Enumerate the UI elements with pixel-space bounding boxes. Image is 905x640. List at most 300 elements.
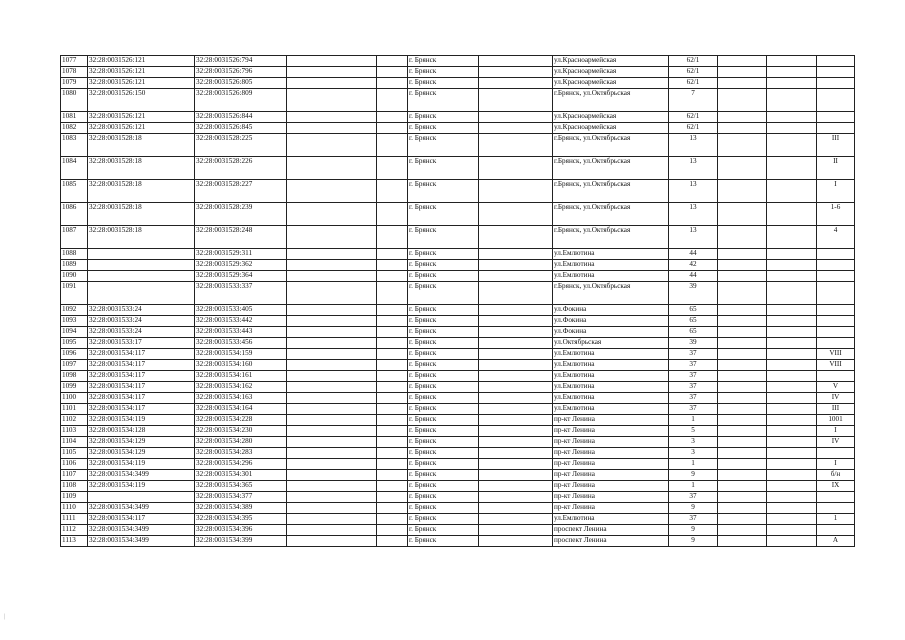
old-cadastral-cell: 32:28:0031528:18 — [88, 203, 195, 226]
table-row — [61, 316, 855, 327]
empty-cell — [767, 112, 817, 123]
empty-cell — [718, 437, 767, 448]
row-number-cell: 1101 — [61, 404, 88, 415]
house-number-cell: 37 — [669, 382, 718, 393]
row-number-cell: 1096 — [61, 349, 88, 360]
row-number-cell: 1079 — [61, 78, 88, 89]
empty-cell — [767, 371, 817, 382]
old-cadastral-cell: 32:28:0031534:117 — [88, 349, 195, 360]
cadastral-number-cell: 32:28:0031534:283 — [195, 448, 287, 459]
street-cell: ул.Емлютина — [553, 349, 669, 360]
empty-cell — [377, 481, 408, 492]
row-number-cell: 1104 — [61, 437, 88, 448]
old-cadastral-cell: 32:28:0031526:121 — [88, 112, 195, 123]
old-cadastral-cell: 32:28:0031534:117 — [88, 360, 195, 371]
unit-number-cell — [817, 338, 855, 349]
old-cadastral-cell — [88, 249, 195, 260]
empty-cell — [287, 349, 377, 360]
table-row — [61, 271, 855, 282]
empty-cell — [767, 470, 817, 481]
street-cell: ул.Красноармейская — [553, 123, 669, 134]
city-cell: г. Брянск — [408, 448, 479, 459]
empty-cell — [479, 282, 553, 305]
empty-cell — [479, 360, 553, 371]
empty-cell — [377, 503, 408, 514]
unit-number-cell — [817, 260, 855, 271]
empty-cell — [377, 226, 408, 249]
empty-cell — [479, 382, 553, 393]
empty-cell — [287, 448, 377, 459]
empty-cell — [767, 78, 817, 89]
old-cadastral-cell: 32:28:0031526:121 — [88, 67, 195, 78]
empty-cell — [377, 112, 408, 123]
old-cadastral-cell — [88, 271, 195, 282]
empty-cell — [377, 203, 408, 226]
table-row — [61, 349, 855, 360]
old-cadastral-cell: 32:28:0031534:3499 — [88, 503, 195, 514]
empty-cell — [718, 226, 767, 249]
empty-cell — [718, 503, 767, 514]
cadastral-number-cell: 32:28:0031534:389 — [195, 503, 287, 514]
street-cell: ул.Красноармейская — [553, 78, 669, 89]
row-number-cell: 1102 — [61, 415, 88, 426]
empty-cell — [377, 56, 408, 67]
row-number-cell: 1103 — [61, 426, 88, 437]
old-cadastral-cell: 32:28:0031534:3499 — [88, 525, 195, 536]
empty-cell — [287, 67, 377, 78]
table-row — [61, 503, 855, 514]
street-cell: ул.Октябрьская — [553, 338, 669, 349]
street-cell: пр-кт Ленина — [553, 426, 669, 437]
table-row — [61, 360, 855, 371]
unit-number-cell — [817, 371, 855, 382]
row-number-cell: 1088 — [61, 249, 88, 260]
street-cell: г.Брянск, ул.Октябрьская — [553, 203, 669, 226]
empty-cell — [718, 56, 767, 67]
empty-cell — [479, 271, 553, 282]
old-cadastral-cell: 32:28:0031534:119 — [88, 415, 195, 426]
empty-cell — [479, 415, 553, 426]
house-number-cell: 1 — [669, 415, 718, 426]
empty-cell — [377, 393, 408, 404]
city-cell: г. Брянск — [408, 382, 479, 393]
empty-cell — [287, 316, 377, 327]
row-number-cell: 1097 — [61, 360, 88, 371]
row-number-cell: 1095 — [61, 338, 88, 349]
table-row — [61, 338, 855, 349]
row-number-cell: 1086 — [61, 203, 88, 226]
house-number-cell: 13 — [669, 157, 718, 180]
row-number-cell: 1112 — [61, 525, 88, 536]
empty-cell — [287, 78, 377, 89]
empty-cell — [287, 123, 377, 134]
house-number-cell: 62/1 — [669, 112, 718, 123]
table-row — [61, 492, 855, 503]
empty-cell — [377, 123, 408, 134]
empty-cell — [767, 349, 817, 360]
cadastral-number-cell: 32:28:0031534:395 — [195, 514, 287, 525]
house-number-cell: 7 — [669, 89, 718, 112]
table-row — [61, 123, 855, 134]
row-number-cell: 1109 — [61, 492, 88, 503]
unit-number-cell: 1-6 — [817, 203, 855, 226]
table-row — [61, 157, 855, 180]
house-number-cell: 62/1 — [669, 123, 718, 134]
empty-cell — [287, 404, 377, 415]
empty-cell — [718, 271, 767, 282]
unit-number-cell: VIII — [817, 360, 855, 371]
house-number-cell: 1 — [669, 459, 718, 470]
row-number-cell: 1100 — [61, 393, 88, 404]
unit-number-cell: III — [817, 134, 855, 157]
unit-number-cell — [817, 78, 855, 89]
old-cadastral-cell: 32:28:0031534:117 — [88, 393, 195, 404]
empty-cell — [479, 226, 553, 249]
house-number-cell: 62/1 — [669, 78, 718, 89]
old-cadastral-cell: 32:28:0031534:117 — [88, 371, 195, 382]
empty-cell — [767, 404, 817, 415]
empty-cell — [287, 492, 377, 503]
street-cell: проспект Ленина — [553, 525, 669, 536]
empty-cell — [377, 338, 408, 349]
city-cell: г. Брянск — [408, 180, 479, 203]
empty-cell — [767, 305, 817, 316]
table-row — [61, 78, 855, 89]
house-number-cell: 3 — [669, 437, 718, 448]
table-row — [61, 481, 855, 492]
empty-cell — [479, 123, 553, 134]
empty-cell — [767, 393, 817, 404]
cadastral-number-cell: 32:28:0031534:377 — [195, 492, 287, 503]
empty-cell — [718, 338, 767, 349]
house-number-cell: 37 — [669, 371, 718, 382]
city-cell: г. Брянск — [408, 316, 479, 327]
empty-cell — [479, 349, 553, 360]
empty-cell — [718, 349, 767, 360]
cadastral-number-cell: 32:28:0031528:225 — [195, 134, 287, 157]
cadastral-number-cell: 32:28:0031526:844 — [195, 112, 287, 123]
city-cell: г. Брянск — [408, 271, 479, 282]
cadastral-number-cell: 32:28:0031533:405 — [195, 305, 287, 316]
city-cell: г. Брянск — [408, 56, 479, 67]
empty-cell — [767, 525, 817, 536]
empty-cell — [718, 492, 767, 503]
city-cell: г. Брянск — [408, 78, 479, 89]
unit-number-cell — [817, 89, 855, 112]
city-cell: г. Брянск — [408, 89, 479, 112]
city-cell: г. Брянск — [408, 459, 479, 470]
house-number-cell: 42 — [669, 260, 718, 271]
old-cadastral-cell: 32:28:0031526:121 — [88, 56, 195, 67]
unit-number-cell: 1001 — [817, 415, 855, 426]
street-cell: ул.Емлютина — [553, 514, 669, 525]
row-number-cell: 1080 — [61, 89, 88, 112]
cadastral-number-cell: 32:28:0031534:160 — [195, 360, 287, 371]
row-number-cell: 1111 — [61, 514, 88, 525]
street-cell: ул.Емлютина — [553, 249, 669, 260]
old-cadastral-cell: 32:28:0031534:3499 — [88, 536, 195, 547]
unit-number-cell — [817, 503, 855, 514]
street-cell: г.Брянск, ул.Октябрьская — [553, 134, 669, 157]
empty-cell — [718, 327, 767, 338]
empty-cell — [479, 180, 553, 203]
empty-cell — [718, 305, 767, 316]
empty-cell — [377, 470, 408, 481]
empty-cell — [287, 305, 377, 316]
city-cell: г. Брянск — [408, 481, 479, 492]
table-row — [61, 112, 855, 123]
row-number-cell: 1091 — [61, 282, 88, 305]
empty-cell — [718, 448, 767, 459]
empty-cell — [479, 305, 553, 316]
old-cadastral-cell: 32:28:0031533:24 — [88, 305, 195, 316]
street-cell: ул.Емлютина — [553, 393, 669, 404]
empty-cell — [377, 514, 408, 525]
empty-cell — [287, 415, 377, 426]
unit-number-cell: VIII — [817, 349, 855, 360]
unit-number-cell — [817, 282, 855, 305]
city-cell: г. Брянск — [408, 305, 479, 316]
empty-cell — [767, 203, 817, 226]
row-number-cell: 1085 — [61, 180, 88, 203]
row-number-cell: 1093 — [61, 316, 88, 327]
cadastral-number-cell: 32:28:0031534:301 — [195, 470, 287, 481]
empty-cell — [377, 157, 408, 180]
empty-cell — [377, 327, 408, 338]
house-number-cell: 13 — [669, 203, 718, 226]
empty-cell — [287, 426, 377, 437]
street-cell: г.Брянск, ул.Октябрьская — [553, 226, 669, 249]
empty-cell — [479, 371, 553, 382]
table-row — [61, 56, 855, 67]
old-cadastral-cell: 32:28:0031526:121 — [88, 78, 195, 89]
old-cadastral-cell: 32:28:0031534:117 — [88, 514, 195, 525]
street-cell: ул.Красноармейская — [553, 67, 669, 78]
empty-cell — [718, 78, 767, 89]
empty-cell — [767, 503, 817, 514]
row-number-cell: 1094 — [61, 327, 88, 338]
empty-cell — [377, 260, 408, 271]
city-cell: г. Брянск — [408, 349, 479, 360]
row-number-cell: 1099 — [61, 382, 88, 393]
empty-cell — [718, 180, 767, 203]
empty-cell — [479, 404, 553, 415]
empty-cell — [718, 316, 767, 327]
table-row — [61, 437, 855, 448]
cadastral-number-cell: 32:28:0031534:230 — [195, 426, 287, 437]
street-cell: ул.Емлютина — [553, 260, 669, 271]
empty-cell — [479, 426, 553, 437]
empty-cell — [377, 492, 408, 503]
city-cell: г. Брянск — [408, 404, 479, 415]
cadastral-number-cell: 32:28:0031526:796 — [195, 67, 287, 78]
cadastral-number-cell: 32:28:0031526:794 — [195, 56, 287, 67]
unit-number-cell — [817, 525, 855, 536]
empty-cell — [287, 271, 377, 282]
unit-number-cell: V — [817, 382, 855, 393]
old-cadastral-cell: 32:28:0031534:129 — [88, 448, 195, 459]
empty-cell — [479, 470, 553, 481]
empty-cell — [287, 203, 377, 226]
scan-mark: | — [4, 614, 6, 620]
empty-cell — [377, 404, 408, 415]
street-cell: пр-кт Ленина — [553, 470, 669, 481]
city-cell: г. Брянск — [408, 260, 479, 271]
table-row — [61, 305, 855, 316]
unit-number-cell — [817, 316, 855, 327]
row-number-cell: 1082 — [61, 123, 88, 134]
city-cell: г. Брянск — [408, 426, 479, 437]
cadastral-number-cell: 32:28:0031534:164 — [195, 404, 287, 415]
unit-number-cell — [817, 67, 855, 78]
empty-cell — [767, 316, 817, 327]
table-row — [61, 327, 855, 338]
cadastral-number-cell: 32:28:0031526:805 — [195, 78, 287, 89]
row-number-cell: 1077 — [61, 56, 88, 67]
old-cadastral-cell — [88, 260, 195, 271]
empty-cell — [718, 371, 767, 382]
house-number-cell: 65 — [669, 327, 718, 338]
table-row — [61, 371, 855, 382]
empty-cell — [767, 180, 817, 203]
empty-cell — [287, 536, 377, 547]
empty-cell — [287, 56, 377, 67]
table-row — [61, 203, 855, 226]
street-cell: г.Брянск, ул.Октябрьская — [553, 282, 669, 305]
unit-number-cell — [817, 112, 855, 123]
table-row — [61, 393, 855, 404]
empty-cell — [767, 67, 817, 78]
empty-cell — [377, 536, 408, 547]
empty-cell — [377, 89, 408, 112]
empty-cell — [287, 260, 377, 271]
house-number-cell: 65 — [669, 316, 718, 327]
street-cell: ул.Емлютина — [553, 271, 669, 282]
street-cell: пр-кт Ленина — [553, 415, 669, 426]
cadastral-number-cell: 32:28:0031528:239 — [195, 203, 287, 226]
unit-number-cell: IV — [817, 437, 855, 448]
street-cell: пр-кт Ленина — [553, 481, 669, 492]
city-cell: г. Брянск — [408, 134, 479, 157]
old-cadastral-cell: 32:28:0031534:129 — [88, 437, 195, 448]
empty-cell — [479, 514, 553, 525]
house-number-cell: 39 — [669, 282, 718, 305]
empty-cell — [767, 415, 817, 426]
empty-cell — [767, 338, 817, 349]
cadastral-number-cell: 32:28:0031526:845 — [195, 123, 287, 134]
street-cell: ул.Емлютина — [553, 360, 669, 371]
cadastral-number-cell: 32:28:0031534:163 — [195, 393, 287, 404]
city-cell: г. Брянск — [408, 226, 479, 249]
old-cadastral-cell: 32:28:0031534:119 — [88, 459, 195, 470]
empty-cell — [767, 448, 817, 459]
empty-cell — [479, 327, 553, 338]
empty-cell — [718, 67, 767, 78]
empty-cell — [718, 459, 767, 470]
empty-cell — [377, 305, 408, 316]
empty-cell — [718, 382, 767, 393]
street-cell: ул.Красноармейская — [553, 56, 669, 67]
house-number-cell: 13 — [669, 180, 718, 203]
row-number-cell: 1081 — [61, 112, 88, 123]
house-number-cell: 62/1 — [669, 56, 718, 67]
empty-cell — [767, 327, 817, 338]
unit-number-cell — [817, 123, 855, 134]
unit-number-cell: А — [817, 536, 855, 547]
house-number-cell: 1 — [669, 481, 718, 492]
cadastral-number-cell: 32:28:0031534:399 — [195, 536, 287, 547]
street-cell: пр-кт Ленина — [553, 503, 669, 514]
cadastral-number-cell: 32:28:0031528:248 — [195, 226, 287, 249]
empty-cell — [287, 226, 377, 249]
old-cadastral-cell: 32:28:0031534:119 — [88, 481, 195, 492]
table-row — [61, 134, 855, 157]
city-cell: г. Брянск — [408, 503, 479, 514]
street-cell: пр-кт Ленина — [553, 437, 669, 448]
street-cell: ул.Емлютина — [553, 404, 669, 415]
house-number-cell: 3 — [669, 448, 718, 459]
cadastral-number-cell: 32:28:0031534:396 — [195, 525, 287, 536]
empty-cell — [377, 316, 408, 327]
cadastral-number-cell: 32:28:0031534:159 — [195, 349, 287, 360]
city-cell: г. Брянск — [408, 470, 479, 481]
empty-cell — [479, 316, 553, 327]
empty-cell — [377, 525, 408, 536]
row-number-cell: 1107 — [61, 470, 88, 481]
empty-cell — [377, 437, 408, 448]
row-number-cell: 1083 — [61, 134, 88, 157]
empty-cell — [377, 134, 408, 157]
city-cell: г. Брянск — [408, 67, 479, 78]
empty-cell — [718, 360, 767, 371]
empty-cell — [718, 89, 767, 112]
empty-cell — [287, 481, 377, 492]
empty-cell — [377, 282, 408, 305]
street-cell: проспект Ленина — [553, 536, 669, 547]
empty-cell — [479, 89, 553, 112]
city-cell: г. Брянск — [408, 415, 479, 426]
row-number-cell: 1106 — [61, 459, 88, 470]
empty-cell — [718, 249, 767, 260]
row-number-cell: 1084 — [61, 157, 88, 180]
table-row — [61, 260, 855, 271]
street-cell: пр-кт Ленина — [553, 459, 669, 470]
street-cell: г.Брянск, ул.Октябрьская — [553, 180, 669, 203]
empty-cell — [479, 448, 553, 459]
cadastral-number-cell: 32:28:0031529:311 — [195, 249, 287, 260]
row-number-cell: 1090 — [61, 271, 88, 282]
empty-cell — [377, 271, 408, 282]
empty-cell — [718, 157, 767, 180]
house-number-cell: 37 — [669, 349, 718, 360]
row-number-cell: 1110 — [61, 503, 88, 514]
house-number-cell: 9 — [669, 503, 718, 514]
empty-cell — [377, 180, 408, 203]
unit-number-cell: I — [817, 180, 855, 203]
house-number-cell: 37 — [669, 393, 718, 404]
old-cadastral-cell: 32:28:0031534:128 — [88, 426, 195, 437]
unit-number-cell: I — [817, 426, 855, 437]
empty-cell — [718, 282, 767, 305]
city-cell: г. Брянск — [408, 327, 479, 338]
row-number-cell: 1078 — [61, 67, 88, 78]
old-cadastral-cell: 32:28:0031533:24 — [88, 327, 195, 338]
empty-cell — [287, 180, 377, 203]
old-cadastral-cell: 32:28:0031528:18 — [88, 157, 195, 180]
old-cadastral-cell — [88, 492, 195, 503]
table-row — [61, 89, 855, 112]
empty-cell — [287, 514, 377, 525]
